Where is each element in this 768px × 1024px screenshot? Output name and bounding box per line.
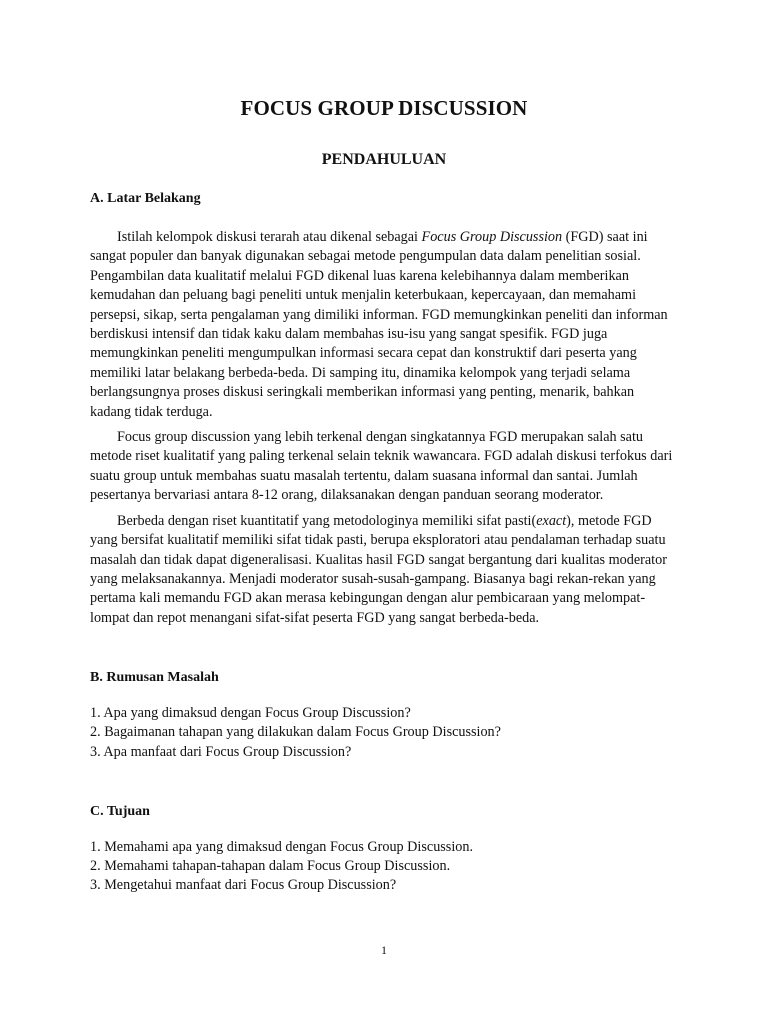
paragraph-1-italic-term: Focus Group Discussion [421, 229, 563, 245]
problem-list [90, 704, 678, 762]
list-item: 2. Bagaimanan tahapan yang dilakukan dalam Focus Group Discussion? [90, 724, 501, 741]
section-a-paragraph-3 [90, 512, 678, 628]
list-item: 3. Apa manfaat dari Focus Group Discussion? [90, 743, 352, 760]
document-subtitle: PENDAHULUAN [321, 151, 447, 168]
list-item: 3. Mengetahui manfaat dari Focus Group Discussion? [90, 877, 397, 894]
section-b-heading: B. Rumusan Masalah [90, 670, 219, 686]
section-a-paragraph-2: Focus group discussion yang lebih terkenal dengan singkatannya FGD merupakan salah satu metode riset kualitatif yang paling terkenal selain teknik wawancara. FGD adalah diskusi terfokus dari suatu group untuk membahas suatu masalah tertentu, dalam suasana informal dan santai. Jumlah pesertanya bervariasi antara 8-12 orang, dilaksanakan dengan panduan seorang moderator. [90, 429, 673, 504]
paragraph-1-text-start: Istilah kelompok diskusi terarah atau dikenal sebagai [117, 229, 422, 245]
objective-list [90, 838, 678, 896]
list-item: 1. Memahami apa yang dimaksud dengan Focus Group Discussion. [90, 838, 474, 855]
document-page [90, 92, 678, 895]
list-item: 2. Memahami tahapan-tahapan dalam Focus Group Discussion. [90, 857, 451, 874]
paragraph-1-text-end: (FGD) saat ini sangat populer dan banyak digunakan sebagai metode pengumpulan data dalam penelitian sosial. Pengambilan data kualitatif melalui FGD dikenal luas karena kelebihannya dalam memberikan kemudahan dan peluang bagi peneliti untuk menjalin keterbukaan, kepercayaan, dan memahami persepsi, sikap, serta pengalaman yang dimiliki informan. FGD memungkinkan peneliti dan informan berdiskusi intensif dan tidak kaku dalam membahas isu-isu yang sangat spesifik. FGD juga memungkinkan peneliti mengumpulkan informasi secara cepat dan konstruktif dari peserta yang memiliki latar belakang berbeda-beda. Di samping itu, dinamika kelompok yang terjadi selama berlangsungnya proses diskusi seringkali memberikan informasi yang penting, menarik, bahkan kadang tidak terduga. [90, 229, 668, 420]
section-c-heading: C. Tujuan [90, 803, 150, 819]
paragraph-3-text-end: ), metode FGD yang bersifat kualitatif memiliki sifat tidak pasti, berupa eksploratori atau pendalaman terhadap suatu masalah dan tidak dapat digeneralisasi. Kualitas hasil FGD sangat bergantung dari kualitas moderator yang melaksanakannya. Menjadi moderator susah-susah-gampang. Biasanya bagi rekan-rekan yang pertama kali memandu FGD akan merasa kebingungan dengan alur pembicaraan yang melompat-lompat dan repot menangani sifat-sifat peserta FGD yang sangat berbeda-beda. [90, 512, 667, 626]
section-a-heading: A. Latar Belakang [90, 191, 201, 206]
page-number: 1 [381, 943, 387, 957]
document-title: FOCUS GROUP DISCUSSION [240, 96, 528, 120]
paragraph-3-text-start: Berbeda dengan riset kuantitatif yang metodologinya memiliki sifat pasti( [117, 512, 537, 529]
list-item: 1. Apa yang dimaksud dengan Focus Group Discussion? [90, 705, 411, 722]
section-a-paragraph-1 [90, 228, 678, 422]
paragraph-3-italic-term: exact [536, 512, 567, 529]
